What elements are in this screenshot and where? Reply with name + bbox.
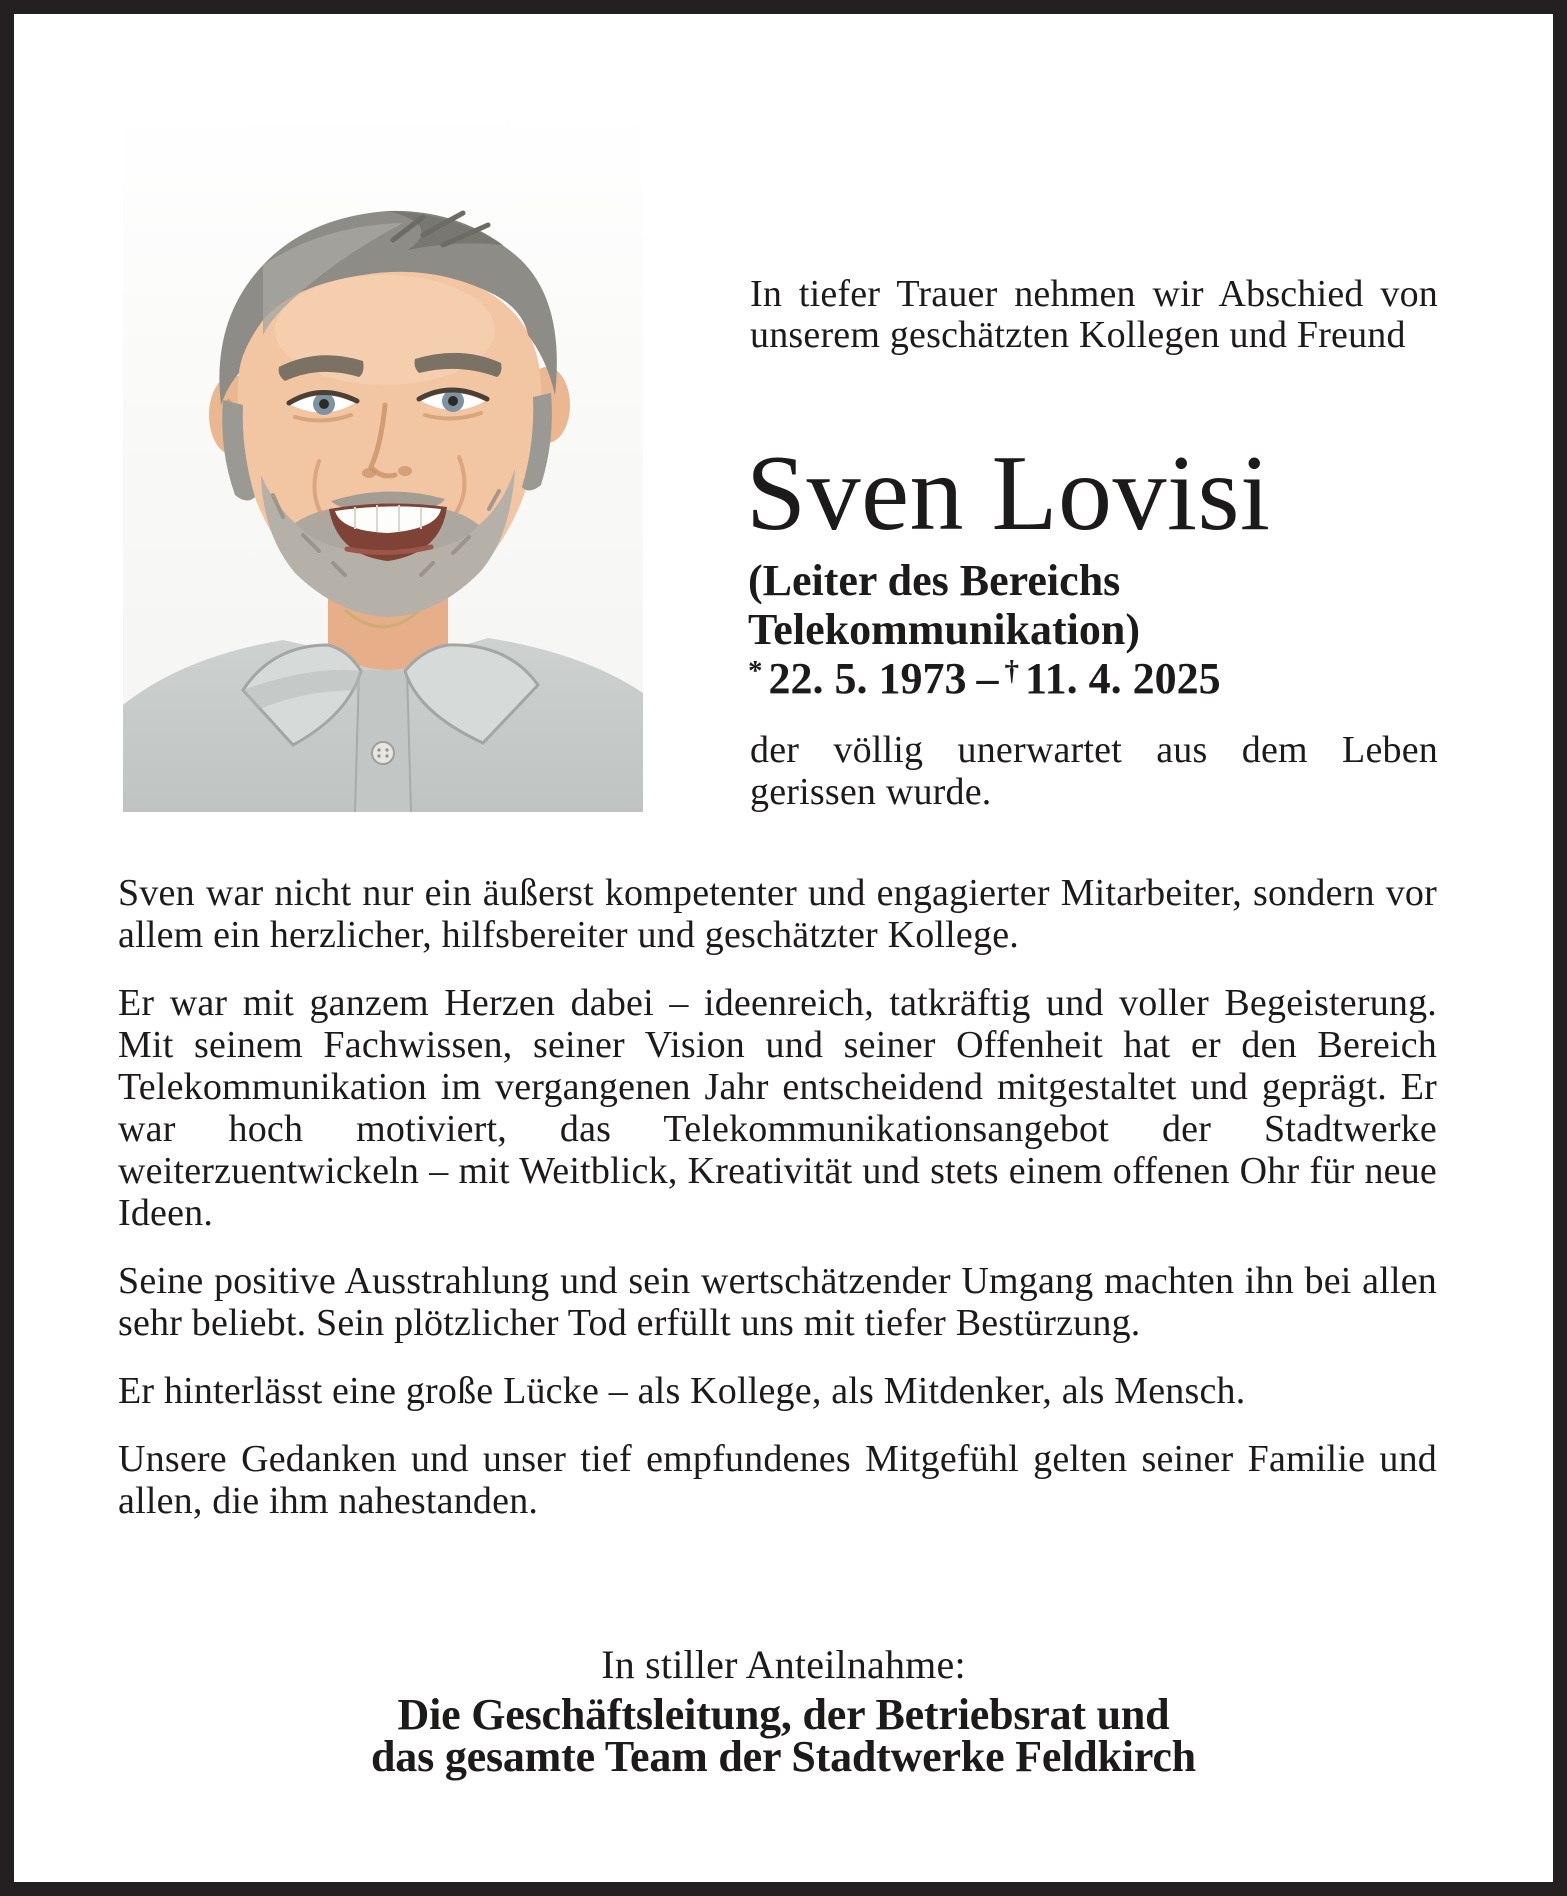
body-paragraph-2: Er war mit ganzem Herzen dabei – ideenreich, tatkräftig und voller Begeisterung. Mit seinem Fachwissen, seiner Vision und seiner Offenheit hat er den Bereich Telekommunikation im vergangenen Jahr entscheidend mitgestaltet und geprägt. Er war hoch motiviert, das Telekommunikationsangebot der Stadtwerke weiterzuentwickeln – mit Weitblick, Kreativität und stets einem offenen Ohr für neue Ideen.	[118, 982, 1437, 1234]
signature-line-1: Die Geschäftsleitung, der Betriebsrat und	[397, 1690, 1170, 1739]
condolence-intro: In stiller Anteilnahme:	[601, 1642, 966, 1687]
role-line-2: Telekommunikation)	[748, 605, 1141, 654]
condolence-signature	[0, 1690, 1567, 1781]
signature-line-2: das gesamte Team der Stadtwerke Feldkirch	[371, 1732, 1196, 1781]
body-paragraph-5: Unsere Gedanken und unser tief empfundenes Mitgefühl gelten seiner Familie und allen, die ihm nahestanden.	[118, 1438, 1437, 1522]
body-paragraph-3: Seine positive Ausstrahlung und sein wertschätzender Umgang machten ihn bei allen sehr beliebt. Sein plötzlicher Tod erfüllt uns mit tiefer Bestürzung.	[118, 1260, 1437, 1344]
birth-date: 22. 5. 1973	[768, 654, 967, 703]
body-paragraph-1: Sven war nicht nur ein äußerst kompetenter und engagierter Mitarbeiter, sondern vor allem ein herzlicher, hilfsbereiter und geschätzter Kollege.	[118, 872, 1437, 956]
header-closing-text: der völlig unerwartet aus dem Leben gerissen wurde.	[750, 729, 1438, 813]
birth-star-symbol: *	[748, 654, 763, 687]
portrait-photo	[123, 105, 643, 812]
death-date: 11. 4. 2025	[1025, 654, 1221, 703]
body-paragraph-4: Er hinterlässt eine große Lücke – als Kollege, als Mitdenker, als Mensch.	[118, 1370, 1246, 1412]
deceased-name: Sven Lovisi	[746, 434, 1271, 553]
role-and-dates	[748, 556, 1438, 709]
obituary-body	[118, 872, 1437, 1548]
role-line-1: (Leiter des Bereichs	[748, 556, 1121, 605]
life-dates	[748, 654, 1438, 709]
intro-text: In tiefer Trauer nehmen wir Abschied von unserem geschätzten Kollegen und Freund	[750, 273, 1438, 356]
dates-separator: –	[976, 654, 999, 703]
death-dagger-symbol: †	[1004, 654, 1020, 687]
portrait-illustration	[123, 105, 643, 812]
